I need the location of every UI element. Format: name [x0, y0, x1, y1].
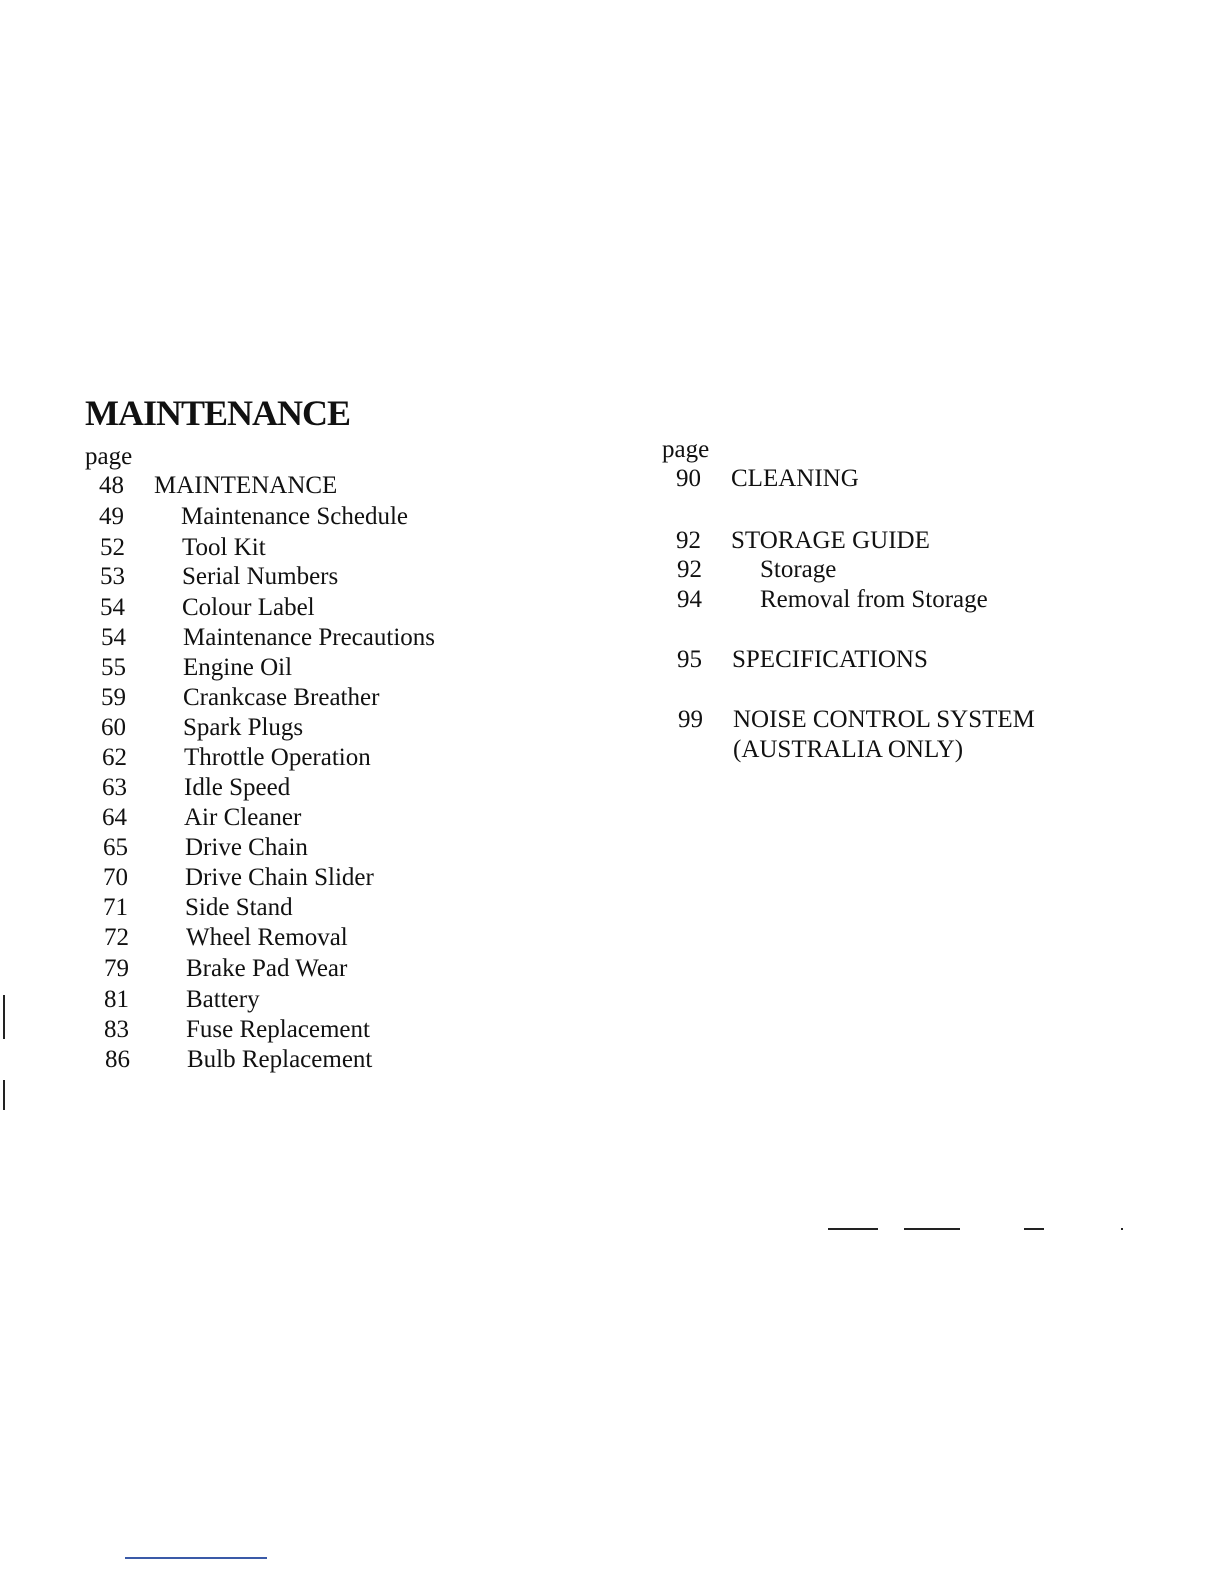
toc-entry-label: Battery: [186, 986, 260, 1013]
toc-entry-label: Brake Pad Wear: [186, 955, 348, 982]
toc-page-number: 92: [677, 556, 702, 583]
toc-entry-label: Storage: [760, 556, 837, 583]
toc-entry-label: CLEANING: [731, 465, 859, 492]
scan-bottom-line: [125, 1557, 267, 1559]
toc-entry-label: NOISE CONTROL SYSTEM: [733, 706, 1035, 733]
toc-entry-label: Bulb Replacement: [187, 1046, 373, 1073]
toc-entry-label: MAINTENANCE: [154, 472, 338, 499]
toc-page-number: 63: [102, 774, 127, 801]
toc-entry-label: Engine Oil: [183, 654, 293, 681]
scan-dash-mark: [904, 1228, 960, 1230]
toc-page-number: 94: [677, 586, 702, 613]
toc-entry-label: (AUSTRALIA ONLY): [733, 736, 964, 763]
toc-entry-label: Serial Numbers: [182, 563, 339, 590]
toc-page-number: 62: [102, 744, 127, 771]
toc-entry-label: Air Cleaner: [184, 804, 302, 831]
toc-page-number: 65: [103, 834, 128, 861]
toc-entry-label: Crankcase Breather: [183, 684, 380, 711]
scan-dot-mark: [1121, 1228, 1123, 1230]
section-title: MAINTENANCE: [85, 393, 351, 433]
toc-entry-label: SPECIFICATIONS: [732, 646, 928, 673]
toc-page-number: 83: [104, 1016, 129, 1043]
toc-entry-label: Spark Plugs: [183, 714, 304, 741]
toc-page-number: 72: [104, 924, 129, 951]
toc-page-number: 90: [676, 465, 701, 492]
toc-entry-label: Removal from Storage: [760, 586, 988, 613]
toc-page-number: 59: [101, 684, 126, 711]
toc-entry-label: Side Stand: [185, 894, 293, 921]
toc-page-number: 99: [678, 706, 703, 733]
toc-page-number: 81: [104, 986, 129, 1013]
toc-entry-label: Fuse Replacement: [186, 1016, 370, 1043]
toc-entry-label: Maintenance Precautions: [183, 624, 435, 651]
toc-page-number: 54: [101, 624, 126, 651]
toc-entry-label: STORAGE GUIDE: [731, 527, 930, 554]
toc-entry-label: Drive Chain: [185, 834, 308, 861]
left-page-label: page: [85, 443, 133, 470]
toc-entry-label: Throttle Operation: [184, 744, 371, 771]
toc-entry-label: Tool Kit: [182, 534, 266, 561]
scan-edge-mark: [3, 995, 5, 1039]
toc-entry-label: Idle Speed: [184, 774, 291, 801]
toc-page-number: 95: [677, 646, 702, 673]
toc-entry-label: Drive Chain Slider: [185, 864, 374, 891]
toc-page-number: 86: [105, 1046, 130, 1073]
toc-page-number: 53: [100, 563, 125, 590]
scan-dash-mark: [1024, 1228, 1044, 1230]
toc-page-number: 70: [103, 864, 128, 891]
toc-page-number: 52: [100, 534, 125, 561]
toc-page-number: 55: [101, 654, 126, 681]
toc-page-number: 54: [100, 594, 125, 621]
toc-entry-label: Maintenance Schedule: [181, 503, 408, 530]
toc-page-number: 79: [104, 955, 129, 982]
right-page-label: page: [662, 436, 710, 463]
toc-page-number: 92: [676, 527, 701, 554]
toc-page-number: 71: [103, 894, 128, 921]
toc-entry-label: Colour Label: [182, 594, 315, 621]
scan-dash-mark: [828, 1228, 878, 1230]
toc-page-number: 64: [102, 804, 127, 831]
toc-page-number: 49: [99, 503, 124, 530]
toc-page-number: 60: [101, 714, 126, 741]
toc-entry-label: Wheel Removal: [186, 924, 348, 951]
toc-page-number: 48: [99, 472, 124, 499]
scan-edge-mark: [3, 1080, 5, 1110]
